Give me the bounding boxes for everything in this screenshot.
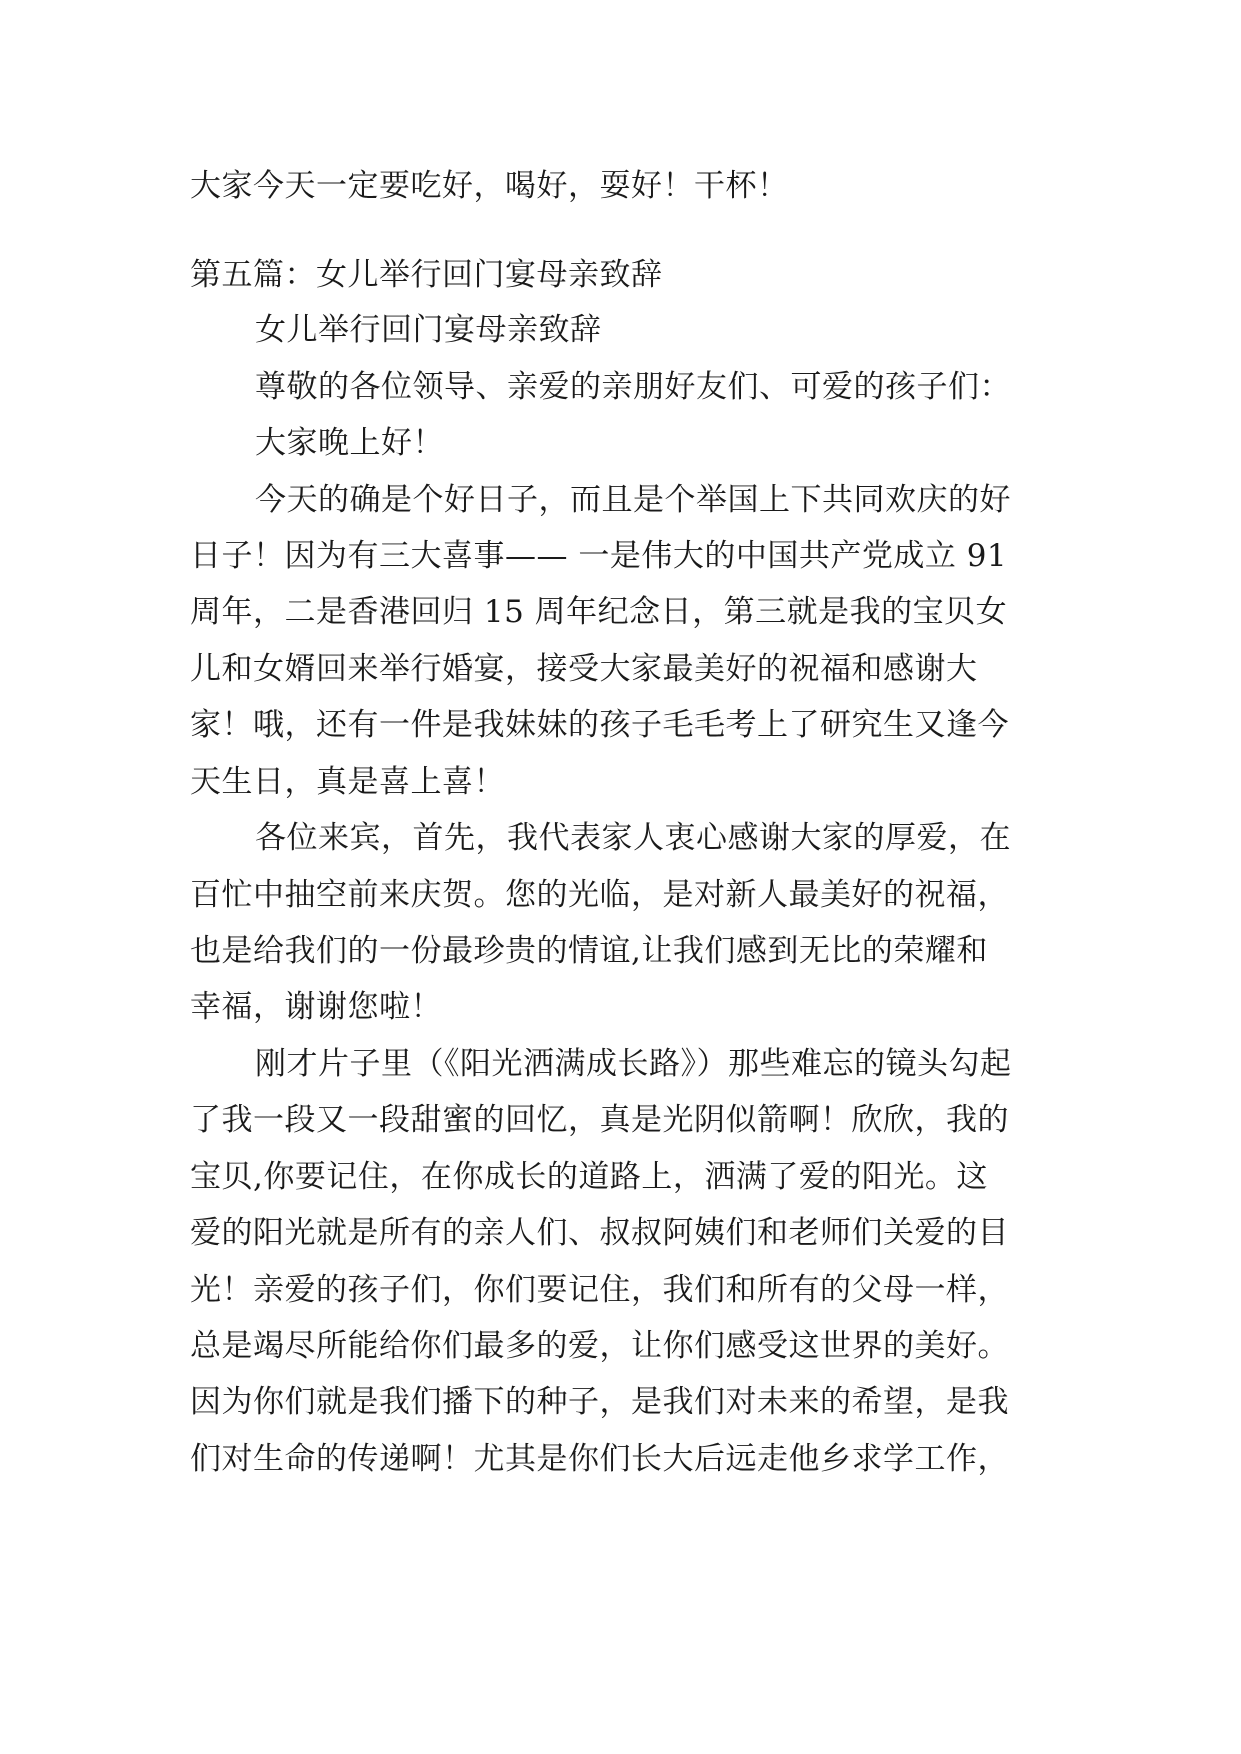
paragraph-line: 今天的确是个好日子，而且是个举国上下共同欢庆的好: [255, 482, 1011, 518]
greeting: 大家晚上好！: [255, 425, 444, 461]
paragraph-line: 各位来宾，首先，我代表家人衷心感谢大家的厚爱，在: [255, 820, 1011, 856]
paragraph-line: 日子！因为有三大喜事—— 一是伟大的中国共产党成立 91: [190, 538, 1008, 574]
paragraph-line: 家！哦，还有一件是我妹妹的孩子毛毛考上了研究生又逢今: [190, 707, 1009, 743]
paragraph-line: 也是给我们的一份最珍贵的情谊,让我们感到无比的荣耀和: [190, 933, 988, 969]
paragraph-line: 了我一段又一段甜蜜的回忆，真是光阴似箭啊！欣欣，我的: [190, 1102, 1009, 1138]
paragraph-line: 幸福，谢谢您啦！: [190, 989, 442, 1025]
paragraph-line: 周年，二是香港回归 15 周年纪念日，第三就是我的宝贝女: [190, 594, 1008, 630]
paragraph-line: 总是竭尽所能给你们最多的爱，让你们感受这世界的美好。: [190, 1328, 1009, 1364]
paragraph-line: 宝贝,你要记住，在你成长的道路上，洒满了爱的阳光。这: [190, 1159, 988, 1195]
paragraph-line: 儿和女婿回来举行婚宴，接受大家最美好的祝福和感谢大: [190, 651, 978, 687]
paragraph-line: 天生日，真是喜上喜！: [190, 764, 505, 800]
paragraph-line: 百忙中抽空前来庆贺。您的光临，是对新人最美好的祝福，: [190, 877, 1009, 913]
salutation: 尊敬的各位领导、亲爱的亲朋好友们、可爱的孩子们：: [255, 369, 1011, 405]
paragraph-line: 因为你们就是我们播下的种子，是我们对未来的希望，是我: [190, 1384, 1009, 1420]
speech-title: 女儿举行回门宴母亲致辞: [255, 312, 602, 348]
paragraph-line: 光！亲爱的孩子们，你们要记住，我们和所有的父母一样，: [190, 1272, 1009, 1308]
paragraph-line: 们对生命的传递啊！尤其是你们长大后远走他乡求学工作，: [190, 1441, 1009, 1477]
section-heading: 第五篇：女儿举行回门宴母亲致辞: [190, 257, 663, 293]
paragraph-line: 刚才片子里（《阳光洒满成长路》）那些难忘的镜头勾起: [255, 1046, 1012, 1082]
paragraph-line: 爱的阳光就是所有的亲人们、叔叔阿姨们和老师们关爱的目: [190, 1215, 1009, 1251]
closing-line: 大家今天一定要吃好，喝好，耍好！干杯！: [190, 168, 789, 204]
